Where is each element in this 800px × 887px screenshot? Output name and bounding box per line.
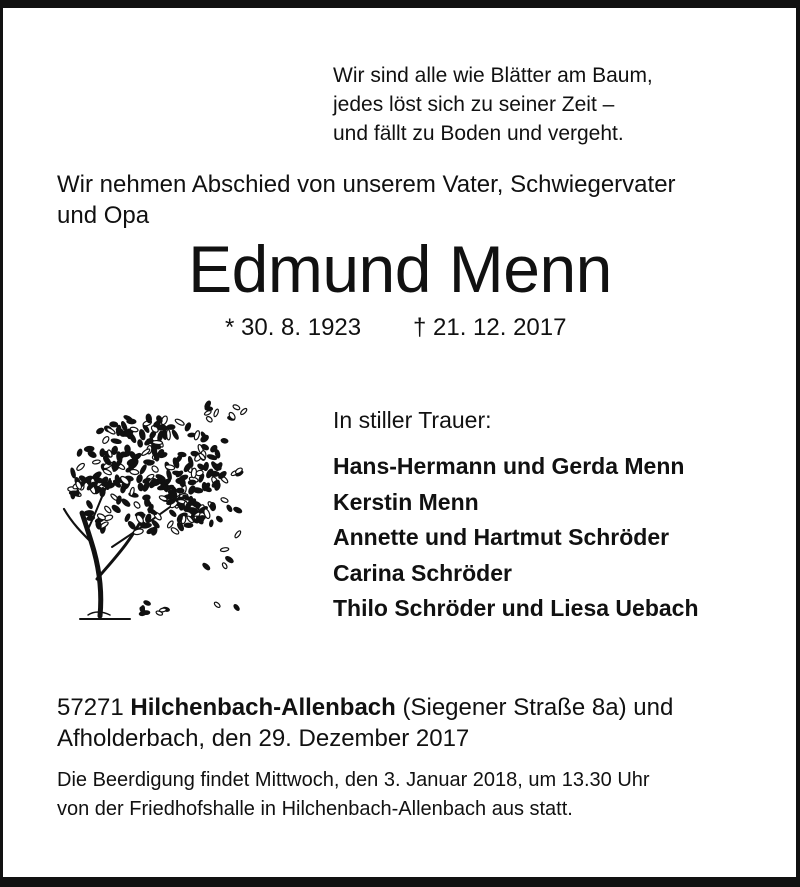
mourner-name: Hans-Hermann und Gerda Menn: [333, 453, 685, 479]
poem-line: und fällt zu Boden und vergeht.: [333, 122, 624, 145]
poem-line: Wir sind alle wie Blätter am Baum,: [333, 64, 653, 87]
frame-bottom-border: [0, 877, 800, 887]
postcode: 57271: [57, 694, 124, 721]
mourner-name: Annette und Hartmut Schröder: [333, 524, 670, 550]
mourners-list: [333, 449, 699, 627]
farewell-intro: [57, 169, 777, 231]
funeral-line: Die Beerdigung findet Mittwoch, den 3. Januar 2018, um 13.30 Uhr: [57, 769, 650, 791]
funeral-line: von der Friedhofshalle in Hilchenbach-Allenbach aus statt.: [57, 798, 573, 820]
poem: [333, 61, 653, 148]
address-line: [57, 692, 777, 723]
deceased-name: Edmund Menn: [188, 232, 612, 306]
mourning-label: In stiller Trauer:: [333, 407, 492, 433]
frame-right-border: [796, 0, 800, 887]
address-rest: (Siegener Straße 8a) und: [402, 694, 674, 721]
place-and-date: [57, 692, 777, 754]
funeral-info: [57, 766, 777, 824]
poem-line: jedes löst sich zu seiner Zeit –: [333, 93, 615, 116]
death-date: † 21. 12. 2017: [413, 314, 567, 341]
intro-line: Wir nehmen Abschied von unserem Vater, Schwiegervater: [57, 171, 676, 198]
date-line: Afholderbach, den 29. Dezember 2017: [57, 725, 470, 752]
birth-date: * 30. 8. 1923: [225, 314, 362, 341]
windblown-tree-icon: [52, 383, 252, 623]
mourner-name: Kerstin Menn: [333, 488, 479, 515]
frame-left-border: [0, 0, 3, 887]
town-name: Hilchenbach-Allenbach: [130, 694, 396, 721]
intro-line: und Opa: [57, 202, 150, 229]
mourner-name: Thilo Schröder und Liesa Uebach: [333, 595, 699, 621]
mourner-name: Carina Schröder: [333, 559, 512, 586]
frame-top-border: [0, 0, 800, 8]
